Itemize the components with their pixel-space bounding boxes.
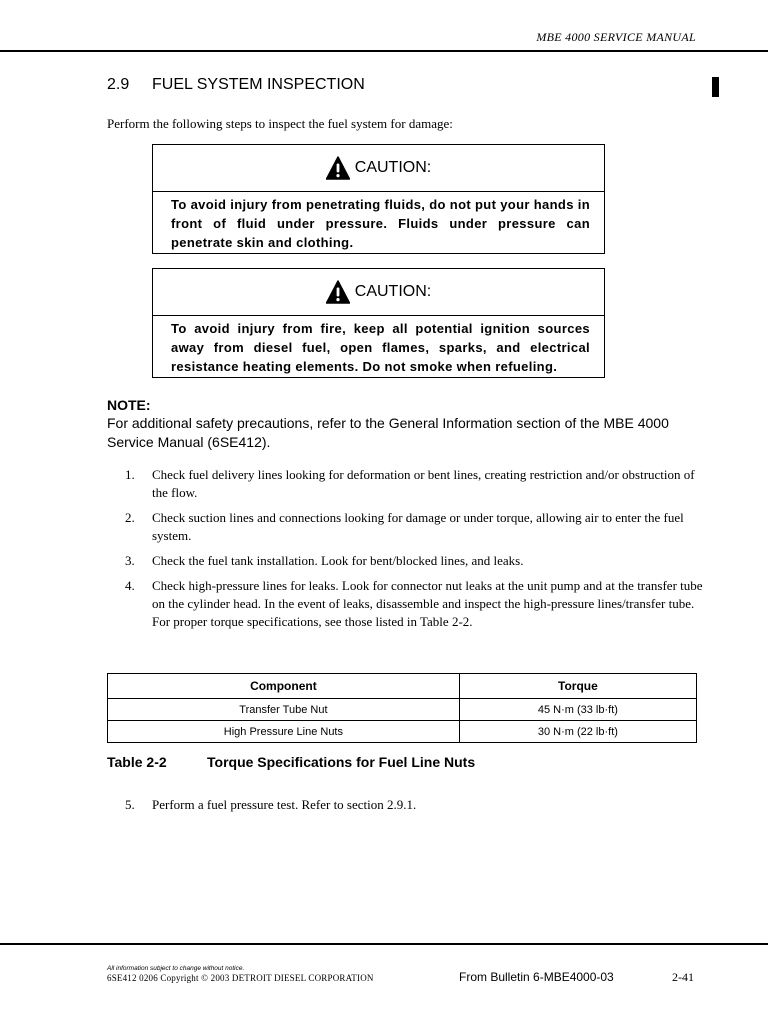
revision-bar bbox=[712, 77, 719, 97]
step-number: 5. bbox=[125, 797, 135, 812]
table-caption bbox=[107, 754, 475, 770]
table-cell: 45 N·m (33 lb·ft) bbox=[459, 699, 696, 721]
footer-bulletin: From Bulletin 6-MBE4000-03 bbox=[459, 970, 614, 984]
footer-document-info: 6SE412 0206 Copyright © 2003 DETROIT DIESEL CORPORATION bbox=[107, 973, 374, 983]
caution-text: To avoid injury from fire, keep all potential ignition sources away from diesel fuel, open flames, sparks, and electrical resistance heating elements. Do not smoke when refueling. bbox=[171, 321, 590, 374]
warning-triangle-icon bbox=[326, 156, 350, 180]
note-label: NOTE: bbox=[107, 397, 151, 413]
caution-box-fire bbox=[152, 268, 605, 378]
section-number: 2.9 bbox=[107, 76, 130, 93]
column-header-torque: Torque bbox=[459, 674, 696, 699]
step-number: 2. bbox=[125, 510, 135, 525]
column-header-component: Component bbox=[108, 674, 460, 699]
table-caption-title: Torque Specifications for Fuel Line Nuts bbox=[207, 754, 476, 770]
step-text: Check the fuel tank installation. Look for bent/blocked lines, and leaks. bbox=[152, 553, 524, 568]
intro-text: Perform the following steps to inspect the fuel system for damage: bbox=[107, 116, 453, 131]
list-item bbox=[125, 577, 705, 631]
step-text: Check high-pressure lines for leaks. Look for connector nut leaks at the unit pump and at the transfer tube on the cylinder head. In the event of leaks, disassemble and inspect the high-pressure lines/transfer tube. For proper torque specifications, see those listed in Table 2-2. bbox=[152, 578, 703, 629]
caution-label: CAUTION: bbox=[354, 159, 432, 176]
table-cell: 30 N·m (22 lb·ft) bbox=[459, 721, 696, 743]
table-header-row bbox=[108, 674, 697, 699]
step-number: 1. bbox=[125, 467, 135, 482]
footer-rule bbox=[0, 943, 768, 945]
note-text: For additional safety precautions, refer to the General Information section of the MBE 4000 Service Manual (6SE412). bbox=[107, 415, 669, 450]
list-item bbox=[125, 552, 705, 570]
caution-header bbox=[153, 145, 604, 192]
list-item bbox=[125, 797, 416, 813]
section-heading bbox=[107, 76, 365, 94]
step-number: 3. bbox=[125, 553, 135, 568]
torque-specifications-table bbox=[107, 673, 697, 743]
caution-header bbox=[153, 269, 604, 316]
step-text: Check suction lines and connections looking for damage or under torque, allowing air to enter the fuel system. bbox=[152, 510, 684, 543]
table-row bbox=[108, 699, 697, 721]
footer-disclaimer: All information subject to change without notice. bbox=[107, 965, 245, 972]
inspection-steps-list bbox=[125, 466, 705, 638]
caution-label: CAUTION: bbox=[354, 283, 432, 300]
table-cell: High Pressure Line Nuts bbox=[108, 721, 460, 743]
caution-text: To avoid injury from penetrating fluids, do not put your hands in front of fluid under pressure. Fluids under pressure can penetrate skin and clothing. bbox=[171, 197, 591, 250]
step-number: 4. bbox=[125, 578, 135, 593]
list-item bbox=[125, 466, 705, 502]
step-text: Perform a fuel pressure test. Refer to section 2.9.1. bbox=[152, 797, 417, 812]
warning-triangle-icon bbox=[326, 280, 350, 304]
table-cell: Transfer Tube Nut bbox=[108, 699, 460, 721]
table-row bbox=[108, 721, 697, 743]
step-text: Check fuel delivery lines looking for deformation or bent lines, creating restriction and/or obstruction of the flow. bbox=[152, 467, 695, 500]
table-caption-number: Table 2-2 bbox=[107, 754, 167, 770]
header-title: MBE 4000 SERVICE MANUAL bbox=[536, 30, 696, 44]
header-rule bbox=[0, 50, 768, 52]
list-item bbox=[125, 509, 705, 545]
section-title: FUEL SYSTEM INSPECTION bbox=[152, 76, 365, 93]
page-number: 2-41 bbox=[672, 970, 694, 984]
caution-box-penetrating-fluids bbox=[152, 144, 605, 254]
